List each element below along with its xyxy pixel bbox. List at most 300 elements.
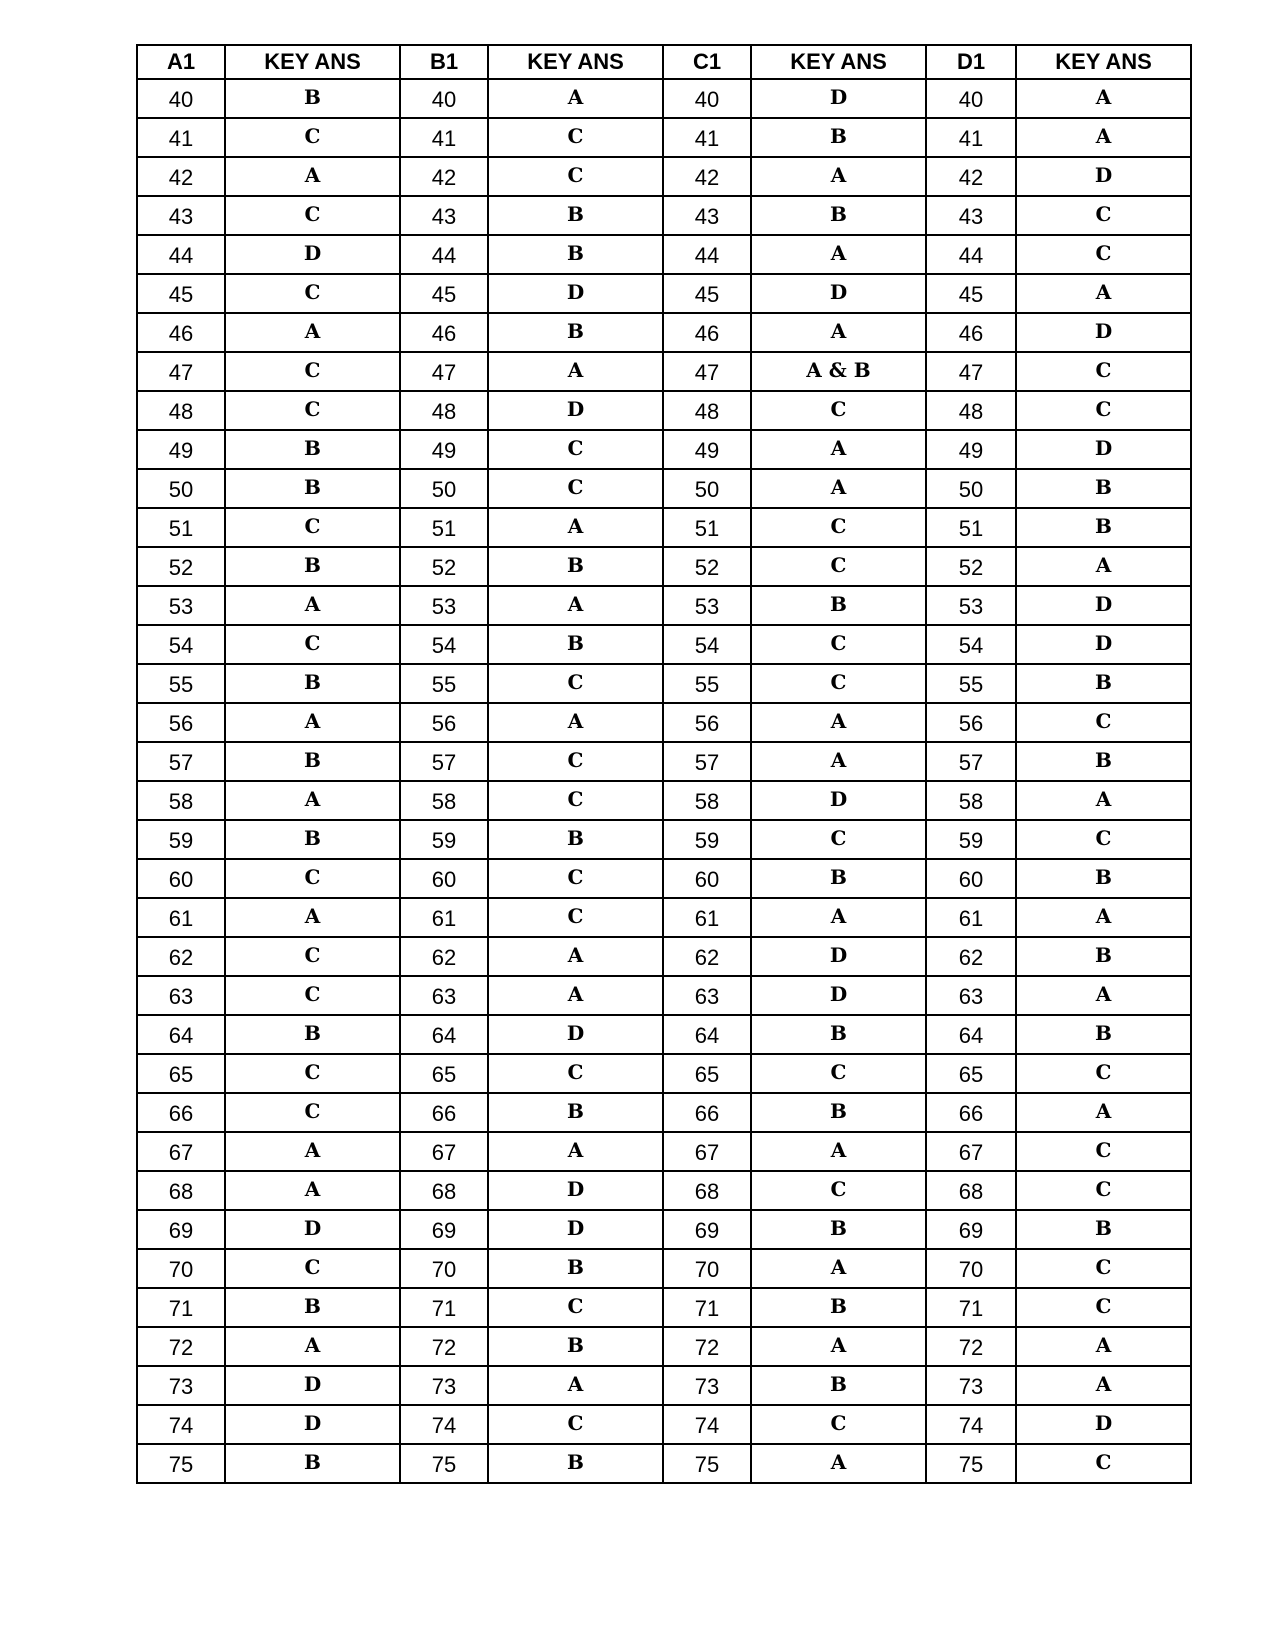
answer-cell: B xyxy=(1016,742,1191,781)
answer-cell: A xyxy=(751,313,926,352)
answer-cell: B xyxy=(751,1210,926,1249)
table-row xyxy=(137,391,1191,430)
question-number-cell: 53 xyxy=(926,586,1016,625)
table-row xyxy=(137,1171,1191,1210)
answer-cell: A & B xyxy=(751,352,926,391)
table-row xyxy=(137,1444,1191,1483)
answer-cell: C xyxy=(751,625,926,664)
answer-cell: B xyxy=(225,79,400,118)
question-number-cell: 72 xyxy=(137,1327,225,1366)
question-number-cell: 55 xyxy=(400,664,488,703)
answer-cell: A xyxy=(751,469,926,508)
answer-cell: B xyxy=(225,1444,400,1483)
answer-cell: A xyxy=(1016,781,1191,820)
table-row xyxy=(137,1132,1191,1171)
answer-cell: B xyxy=(225,1288,400,1327)
question-number-cell: 64 xyxy=(926,1015,1016,1054)
question-number-cell: 44 xyxy=(137,235,225,274)
answer-cell: A xyxy=(488,352,663,391)
table-row xyxy=(137,1366,1191,1405)
question-number-cell: 71 xyxy=(926,1288,1016,1327)
question-number-cell: 57 xyxy=(400,742,488,781)
question-number-cell: 55 xyxy=(137,664,225,703)
answer-cell: C xyxy=(488,781,663,820)
question-number-cell: 66 xyxy=(137,1093,225,1132)
question-number-cell: 58 xyxy=(926,781,1016,820)
answer-cell: D xyxy=(225,1405,400,1444)
answer-key-header xyxy=(137,45,1191,79)
answer-cell: C xyxy=(1016,1054,1191,1093)
answer-cell: D xyxy=(488,391,663,430)
question-number-cell: 53 xyxy=(137,586,225,625)
key-ans-header: KEY ANS xyxy=(488,45,663,79)
answer-cell: C xyxy=(1016,235,1191,274)
answer-cell: A xyxy=(751,898,926,937)
answer-cell: A xyxy=(751,1249,926,1288)
answer-cell: C xyxy=(488,664,663,703)
answer-cell: C xyxy=(1016,1249,1191,1288)
question-number-cell: 63 xyxy=(137,976,225,1015)
set-code-header: A1 xyxy=(137,45,225,79)
question-number-cell: 70 xyxy=(663,1249,751,1288)
question-number-cell: 60 xyxy=(137,859,225,898)
question-number-cell: 42 xyxy=(926,157,1016,196)
question-number-cell: 42 xyxy=(663,157,751,196)
answer-cell: C xyxy=(1016,196,1191,235)
answer-cell: D xyxy=(751,781,926,820)
answer-cell: C xyxy=(225,1249,400,1288)
question-number-cell: 45 xyxy=(137,274,225,313)
question-number-cell: 62 xyxy=(400,937,488,976)
table-row xyxy=(137,352,1191,391)
answer-cell: B xyxy=(751,1366,926,1405)
question-number-cell: 56 xyxy=(663,703,751,742)
question-number-cell: 42 xyxy=(400,157,488,196)
question-number-cell: 54 xyxy=(663,625,751,664)
question-number-cell: 68 xyxy=(137,1171,225,1210)
question-number-cell: 40 xyxy=(926,79,1016,118)
answer-cell: D xyxy=(225,1366,400,1405)
question-number-cell: 49 xyxy=(926,430,1016,469)
answer-cell: C xyxy=(488,469,663,508)
table-row xyxy=(137,1093,1191,1132)
table-row xyxy=(137,1327,1191,1366)
question-number-cell: 46 xyxy=(137,313,225,352)
answer-cell: B xyxy=(751,1093,926,1132)
question-number-cell: 54 xyxy=(926,625,1016,664)
question-number-cell: 46 xyxy=(663,313,751,352)
table-row xyxy=(137,547,1191,586)
set-code-header: D1 xyxy=(926,45,1016,79)
question-number-cell: 61 xyxy=(663,898,751,937)
answer-cell: C xyxy=(488,1405,663,1444)
answer-cell: C xyxy=(751,1405,926,1444)
answer-cell: B xyxy=(488,313,663,352)
question-number-cell: 52 xyxy=(400,547,488,586)
table-row xyxy=(137,859,1191,898)
question-number-cell: 56 xyxy=(137,703,225,742)
question-number-cell: 49 xyxy=(400,430,488,469)
answer-cell: A xyxy=(751,703,926,742)
question-number-cell: 68 xyxy=(663,1171,751,1210)
question-number-cell: 61 xyxy=(926,898,1016,937)
table-row xyxy=(137,703,1191,742)
answer-cell: C xyxy=(1016,391,1191,430)
answer-cell: B xyxy=(488,1093,663,1132)
question-number-cell: 40 xyxy=(137,79,225,118)
answer-cell: B xyxy=(1016,469,1191,508)
answer-cell: D xyxy=(1016,157,1191,196)
answer-cell: C xyxy=(488,859,663,898)
question-number-cell: 63 xyxy=(926,976,1016,1015)
question-number-cell: 73 xyxy=(926,1366,1016,1405)
question-number-cell: 61 xyxy=(137,898,225,937)
answer-cell: A xyxy=(751,157,926,196)
question-number-cell: 75 xyxy=(137,1444,225,1483)
answer-cell: D xyxy=(225,235,400,274)
answer-cell: D xyxy=(488,1171,663,1210)
answer-cell: B xyxy=(751,1288,926,1327)
question-number-cell: 41 xyxy=(663,118,751,157)
answer-cell: A xyxy=(1016,1093,1191,1132)
question-number-cell: 58 xyxy=(400,781,488,820)
question-number-cell: 43 xyxy=(926,196,1016,235)
answer-cell: C xyxy=(225,118,400,157)
answer-cell: A xyxy=(751,235,926,274)
answer-cell: C xyxy=(1016,1132,1191,1171)
question-number-cell: 68 xyxy=(926,1171,1016,1210)
question-number-cell: 75 xyxy=(400,1444,488,1483)
key-ans-header: KEY ANS xyxy=(1016,45,1191,79)
answer-cell: B xyxy=(488,547,663,586)
question-number-cell: 55 xyxy=(926,664,1016,703)
question-number-cell: 41 xyxy=(400,118,488,157)
answer-cell: C xyxy=(488,118,663,157)
answer-cell: C xyxy=(488,157,663,196)
answer-cell: C xyxy=(488,898,663,937)
question-number-cell: 72 xyxy=(663,1327,751,1366)
answer-cell: B xyxy=(751,1015,926,1054)
question-number-cell: 54 xyxy=(137,625,225,664)
answer-cell: A xyxy=(488,586,663,625)
answer-cell: C xyxy=(225,1054,400,1093)
question-number-cell: 74 xyxy=(400,1405,488,1444)
answer-cell: A xyxy=(225,157,400,196)
table-row xyxy=(137,781,1191,820)
table-row xyxy=(137,1210,1191,1249)
answer-cell: C xyxy=(751,820,926,859)
answer-cell: C xyxy=(1016,352,1191,391)
table-row xyxy=(137,313,1191,352)
question-number-cell: 52 xyxy=(926,547,1016,586)
question-number-cell: 44 xyxy=(663,235,751,274)
question-number-cell: 58 xyxy=(663,781,751,820)
question-number-cell: 64 xyxy=(663,1015,751,1054)
answer-cell: A xyxy=(751,1444,926,1483)
question-number-cell: 67 xyxy=(137,1132,225,1171)
answer-cell: A xyxy=(1016,79,1191,118)
question-number-cell: 65 xyxy=(663,1054,751,1093)
question-number-cell: 62 xyxy=(926,937,1016,976)
table-row xyxy=(137,508,1191,547)
question-number-cell: 49 xyxy=(663,430,751,469)
question-number-cell: 60 xyxy=(400,859,488,898)
answer-cell: B xyxy=(488,1444,663,1483)
question-number-cell: 50 xyxy=(400,469,488,508)
question-number-cell: 62 xyxy=(663,937,751,976)
table-row xyxy=(137,235,1191,274)
answer-cell: A xyxy=(1016,1366,1191,1405)
answer-cell: C xyxy=(1016,703,1191,742)
question-number-cell: 68 xyxy=(400,1171,488,1210)
question-number-cell: 70 xyxy=(400,1249,488,1288)
answer-cell: D xyxy=(1016,586,1191,625)
answer-cell: B xyxy=(225,664,400,703)
question-number-cell: 67 xyxy=(663,1132,751,1171)
key-ans-header: KEY ANS xyxy=(751,45,926,79)
question-number-cell: 53 xyxy=(400,586,488,625)
set-code-header: B1 xyxy=(400,45,488,79)
question-number-cell: 43 xyxy=(663,196,751,235)
question-number-cell: 44 xyxy=(926,235,1016,274)
question-number-cell: 61 xyxy=(400,898,488,937)
answer-cell: C xyxy=(1016,1171,1191,1210)
answer-cell: D xyxy=(751,976,926,1015)
question-number-cell: 45 xyxy=(663,274,751,313)
question-number-cell: 48 xyxy=(137,391,225,430)
answer-cell: A xyxy=(225,1132,400,1171)
answer-cell: C xyxy=(751,508,926,547)
question-number-cell: 65 xyxy=(137,1054,225,1093)
answer-cell: A xyxy=(751,1327,926,1366)
answer-cell: C xyxy=(1016,1288,1191,1327)
key-ans-header: KEY ANS xyxy=(225,45,400,79)
answer-cell: B xyxy=(225,742,400,781)
answer-cell: A xyxy=(488,937,663,976)
answer-cell: C xyxy=(751,1171,926,1210)
question-number-cell: 71 xyxy=(663,1288,751,1327)
table-row xyxy=(137,1288,1191,1327)
table-row xyxy=(137,625,1191,664)
answer-cell: B xyxy=(1016,1210,1191,1249)
question-number-cell: 70 xyxy=(926,1249,1016,1288)
table-row xyxy=(137,586,1191,625)
table-row xyxy=(137,430,1191,469)
question-number-cell: 71 xyxy=(400,1288,488,1327)
answer-cell: A xyxy=(225,1171,400,1210)
question-number-cell: 62 xyxy=(137,937,225,976)
answer-cell: A xyxy=(225,586,400,625)
answer-cell: A xyxy=(1016,976,1191,1015)
question-number-cell: 59 xyxy=(926,820,1016,859)
question-number-cell: 72 xyxy=(926,1327,1016,1366)
answer-key-body xyxy=(137,79,1191,1483)
answer-cell: A xyxy=(1016,1327,1191,1366)
answer-cell: B xyxy=(225,1015,400,1054)
answer-cell: A xyxy=(488,508,663,547)
answer-cell: A xyxy=(225,781,400,820)
question-number-cell: 41 xyxy=(926,118,1016,157)
table-row xyxy=(137,274,1191,313)
question-number-cell: 41 xyxy=(137,118,225,157)
question-number-cell: 46 xyxy=(400,313,488,352)
answer-cell: D xyxy=(751,937,926,976)
question-number-cell: 67 xyxy=(926,1132,1016,1171)
answer-cell: D xyxy=(751,79,926,118)
question-number-cell: 56 xyxy=(400,703,488,742)
set-code-header: C1 xyxy=(663,45,751,79)
answer-cell: B xyxy=(1016,508,1191,547)
question-number-cell: 49 xyxy=(137,430,225,469)
question-number-cell: 48 xyxy=(400,391,488,430)
answer-cell: B xyxy=(225,547,400,586)
question-number-cell: 47 xyxy=(663,352,751,391)
answer-cell: C xyxy=(488,1054,663,1093)
question-number-cell: 43 xyxy=(137,196,225,235)
question-number-cell: 74 xyxy=(137,1405,225,1444)
table-row xyxy=(137,118,1191,157)
answer-cell: A xyxy=(751,742,926,781)
answer-cell: C xyxy=(751,1054,926,1093)
question-number-cell: 52 xyxy=(137,547,225,586)
question-number-cell: 59 xyxy=(663,820,751,859)
answer-cell: B xyxy=(1016,937,1191,976)
question-number-cell: 50 xyxy=(926,469,1016,508)
answer-cell: B xyxy=(225,820,400,859)
table-row xyxy=(137,157,1191,196)
question-number-cell: 63 xyxy=(663,976,751,1015)
question-number-cell: 73 xyxy=(137,1366,225,1405)
answer-cell: B xyxy=(488,820,663,859)
table-row xyxy=(137,196,1191,235)
answer-cell: D xyxy=(1016,625,1191,664)
table-row xyxy=(137,937,1191,976)
question-number-cell: 59 xyxy=(137,820,225,859)
answer-cell: D xyxy=(225,1210,400,1249)
answer-cell: D xyxy=(488,1015,663,1054)
question-number-cell: 48 xyxy=(926,391,1016,430)
answer-cell: D xyxy=(1016,1405,1191,1444)
question-number-cell: 57 xyxy=(137,742,225,781)
table-row xyxy=(137,1249,1191,1288)
question-number-cell: 60 xyxy=(663,859,751,898)
answer-cell: C xyxy=(225,1093,400,1132)
question-number-cell: 69 xyxy=(663,1210,751,1249)
answer-cell: A xyxy=(488,79,663,118)
question-number-cell: 52 xyxy=(663,547,751,586)
question-number-cell: 74 xyxy=(926,1405,1016,1444)
question-number-cell: 64 xyxy=(400,1015,488,1054)
question-number-cell: 71 xyxy=(137,1288,225,1327)
answer-cell: A xyxy=(225,1327,400,1366)
answer-cell: D xyxy=(488,274,663,313)
question-number-cell: 51 xyxy=(663,508,751,547)
question-number-cell: 74 xyxy=(663,1405,751,1444)
question-number-cell: 69 xyxy=(137,1210,225,1249)
answer-cell: B xyxy=(488,625,663,664)
answer-cell: C xyxy=(488,742,663,781)
answer-cell: B xyxy=(488,235,663,274)
answer-cell: C xyxy=(751,391,926,430)
question-number-cell: 43 xyxy=(400,196,488,235)
question-number-cell: 55 xyxy=(663,664,751,703)
header-row xyxy=(137,45,1191,79)
answer-cell: A xyxy=(488,703,663,742)
question-number-cell: 51 xyxy=(137,508,225,547)
answer-cell: B xyxy=(488,1327,663,1366)
question-number-cell: 64 xyxy=(137,1015,225,1054)
question-number-cell: 57 xyxy=(926,742,1016,781)
question-number-cell: 45 xyxy=(926,274,1016,313)
question-number-cell: 69 xyxy=(926,1210,1016,1249)
answer-cell: D xyxy=(488,1210,663,1249)
answer-cell: C xyxy=(1016,1444,1191,1483)
question-number-cell: 45 xyxy=(400,274,488,313)
answer-cell: A xyxy=(225,313,400,352)
answer-cell: C xyxy=(751,664,926,703)
answer-cell: A xyxy=(1016,274,1191,313)
table-row xyxy=(137,820,1191,859)
question-number-cell: 66 xyxy=(663,1093,751,1132)
answer-cell: B xyxy=(225,469,400,508)
question-number-cell: 58 xyxy=(137,781,225,820)
answer-cell: A xyxy=(488,976,663,1015)
answer-cell: D xyxy=(1016,313,1191,352)
question-number-cell: 57 xyxy=(663,742,751,781)
answer-cell: C xyxy=(751,547,926,586)
question-number-cell: 67 xyxy=(400,1132,488,1171)
question-number-cell: 50 xyxy=(137,469,225,508)
table-row xyxy=(137,664,1191,703)
answer-cell: A xyxy=(751,1132,926,1171)
question-number-cell: 73 xyxy=(400,1366,488,1405)
answer-cell: B xyxy=(751,859,926,898)
answer-cell: B xyxy=(488,1249,663,1288)
answer-cell: A xyxy=(488,1366,663,1405)
question-number-cell: 69 xyxy=(400,1210,488,1249)
table-row xyxy=(137,79,1191,118)
question-number-cell: 47 xyxy=(137,352,225,391)
question-number-cell: 47 xyxy=(400,352,488,391)
table-row xyxy=(137,1405,1191,1444)
question-number-cell: 42 xyxy=(137,157,225,196)
question-number-cell: 66 xyxy=(400,1093,488,1132)
table-row xyxy=(137,1015,1191,1054)
answer-cell: A xyxy=(225,898,400,937)
answer-cell: B xyxy=(1016,859,1191,898)
answer-cell: C xyxy=(225,352,400,391)
question-number-cell: 75 xyxy=(926,1444,1016,1483)
answer-cell: C xyxy=(225,937,400,976)
answer-cell: B xyxy=(1016,1015,1191,1054)
answer-cell: B xyxy=(1016,664,1191,703)
answer-cell: B xyxy=(225,430,400,469)
answer-cell: A xyxy=(488,1132,663,1171)
question-number-cell: 40 xyxy=(663,79,751,118)
answer-cell: C xyxy=(225,625,400,664)
question-number-cell: 66 xyxy=(926,1093,1016,1132)
answer-cell: D xyxy=(1016,430,1191,469)
question-number-cell: 46 xyxy=(926,313,1016,352)
question-number-cell: 54 xyxy=(400,625,488,664)
answer-cell: C xyxy=(1016,820,1191,859)
answer-cell: A xyxy=(1016,118,1191,157)
question-number-cell: 73 xyxy=(663,1366,751,1405)
answer-cell: B xyxy=(488,196,663,235)
question-number-cell: 56 xyxy=(926,703,1016,742)
answer-cell: D xyxy=(751,274,926,313)
question-number-cell: 65 xyxy=(400,1054,488,1093)
